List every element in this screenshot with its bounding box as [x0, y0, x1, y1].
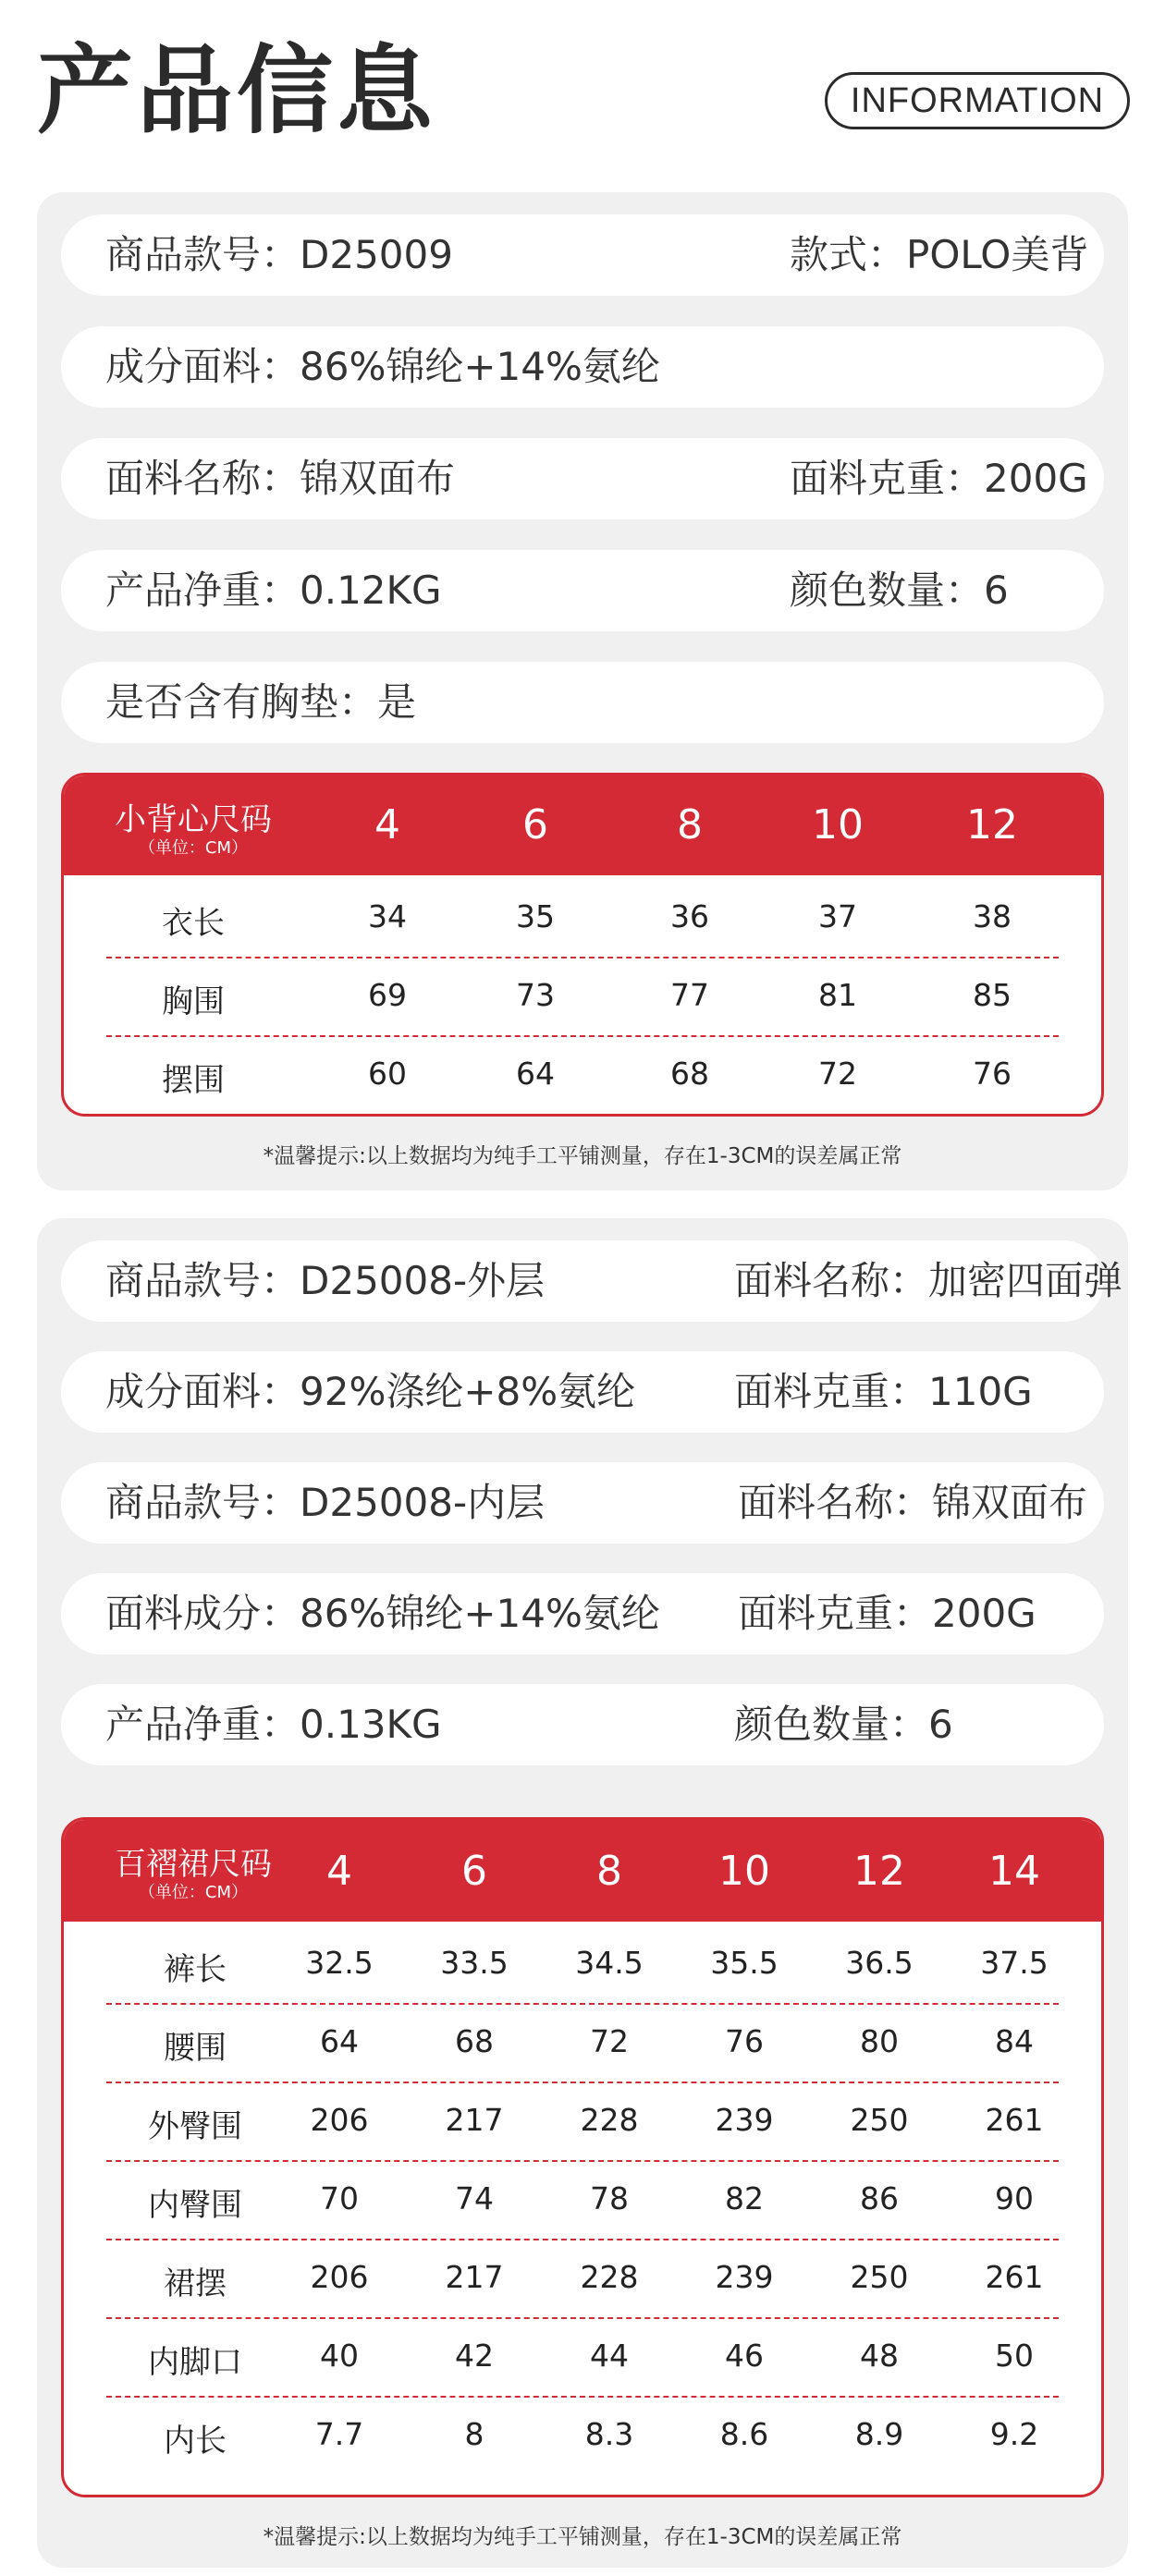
size-table-unit: （单位：CM） [138, 1883, 249, 1902]
size-table-title: 小背心尺码 [115, 801, 272, 838]
size-table-unit: （单位：CM） [138, 838, 249, 858]
size-header: 4 [326, 1848, 352, 1895]
info-row [61, 214, 1104, 296]
table-cell: 44 [590, 2338, 629, 2374]
table-cell: 77 [670, 977, 709, 1013]
table-cell: 76 [973, 1056, 1012, 1092]
row-divider [106, 2317, 1059, 2319]
page-title: 产品信息 [37, 34, 437, 147]
row-label: 外臀围 [148, 2108, 242, 2145]
info-row [61, 438, 1104, 519]
table-cell: 35.5 [710, 1945, 779, 1981]
table-cell: 250 [850, 2259, 909, 2295]
chest-pad: 是否含有胸垫：是 [105, 679, 417, 725]
color-count: 颜色数量：6 [734, 1702, 953, 1747]
fabric-weight: 面料克重：200G [790, 456, 1088, 501]
table-cell: 217 [445, 2102, 504, 2138]
table-cell: 34.5 [575, 1945, 644, 1981]
table-cell: 32.5 [305, 1945, 374, 1981]
row-label: 腰围 [164, 2030, 227, 2067]
information-badge: INFORMATION [825, 72, 1130, 129]
info-row [61, 326, 1104, 408]
table-cell: 85 [973, 977, 1012, 1013]
style-number-outer: 商品款号：D25008-外层 [105, 1258, 546, 1303]
fabric-weight-outer: 面料克重：110G [734, 1369, 1033, 1414]
table-cell: 76 [725, 2023, 764, 2059]
table-cell: 82 [725, 2180, 764, 2216]
table-cell: 36.5 [845, 1945, 914, 1981]
fabric-name-outer: 面料名称：加密四面弹 [734, 1258, 1123, 1303]
row-divider [106, 2082, 1059, 2083]
table-cell: 37 [818, 898, 857, 934]
table-cell: 34 [368, 898, 407, 934]
table-cell: 60 [368, 1056, 407, 1092]
net-weight: 产品净重：0.13KG [105, 1702, 442, 1747]
table-cell: 35 [516, 898, 555, 934]
size-header: 8 [677, 801, 703, 848]
info-row [61, 1462, 1104, 1544]
info-row [61, 1240, 1123, 1322]
table-cell: 69 [368, 977, 407, 1013]
size-table-header [64, 775, 1101, 875]
row-label: 裤长 [164, 1951, 227, 1988]
table-cell: 78 [590, 2180, 629, 2216]
table-cell: 38 [973, 898, 1012, 934]
table-cell: 72 [818, 1056, 857, 1092]
table-cell: 9.2 [989, 2416, 1039, 2452]
table-cell: 73 [516, 977, 555, 1013]
table-cell: 50 [995, 2338, 1034, 2374]
info-row [61, 1573, 1104, 1654]
row-divider [106, 2160, 1059, 2162]
size-header: 10 [718, 1848, 770, 1895]
info-row [61, 550, 1104, 631]
table-cell: 228 [580, 2259, 639, 2295]
color-count: 颜色数量：6 [790, 568, 1009, 613]
row-label: 内脚口 [148, 2344, 242, 2381]
table-cell: 217 [445, 2259, 504, 2295]
row-label: 衣长 [162, 905, 225, 942]
fabric-name: 面料名称：锦双面布 [105, 456, 456, 501]
table-cell: 74 [455, 2180, 494, 2216]
table-cell: 239 [715, 2259, 774, 2295]
table-cell: 84 [995, 2023, 1034, 2059]
table-cell: 206 [310, 2102, 369, 2138]
row-divider [106, 957, 1059, 958]
size-table-header [64, 1820, 1101, 1922]
table-cell: 86 [860, 2180, 899, 2216]
fabric-weight-inner: 面料克重：200G [738, 1591, 1036, 1636]
table-cell: 40 [320, 2338, 359, 2374]
fabric-composition-outer: 成分面料：92%涤纶+8%氨纶 [105, 1369, 636, 1414]
table-cell: 261 [985, 2259, 1044, 2295]
fabric-composition: 成分面料：86%锦纶+14%氨纶 [105, 344, 660, 389]
size-header: 12 [966, 801, 1018, 848]
measurement-tip: *温馨提示:以上数据均为纯手工平铺测量，存在1-3CM的误差属正常 [263, 1144, 902, 1168]
fabric-name-inner: 面料名称：锦双面布 [738, 1480, 1088, 1525]
table-cell: 46 [725, 2338, 764, 2374]
measurement-tip: *温馨提示:以上数据均为纯手工平铺测量，存在1-3CM的误差属正常 [263, 2525, 902, 2549]
row-divider [106, 2396, 1059, 2398]
row-label: 内臀围 [148, 2187, 242, 2224]
product-info-card-top [37, 192, 1128, 1190]
skirt-size-table [61, 1817, 1104, 2497]
table-cell: 8 [464, 2416, 484, 2452]
table-cell: 8.9 [854, 2416, 904, 2452]
table-cell: 37.5 [980, 1945, 1048, 1981]
row-label: 内长 [164, 2423, 227, 2460]
row-label: 摆围 [162, 1062, 225, 1099]
table-cell: 33.5 [440, 1945, 509, 1981]
table-cell: 239 [715, 2102, 774, 2138]
style-number-inner: 商品款号：D25008-内层 [105, 1480, 546, 1525]
fabric-composition-inner: 面料成分：86%锦纶+14%氨纶 [105, 1591, 660, 1636]
size-header: 14 [988, 1848, 1040, 1895]
table-cell: 261 [985, 2102, 1044, 2138]
table-cell: 68 [455, 2023, 494, 2059]
table-cell: 250 [850, 2102, 909, 2138]
table-cell: 80 [860, 2023, 899, 2059]
table-cell: 68 [670, 1056, 709, 1092]
size-header: 12 [853, 1848, 905, 1895]
table-cell: 64 [320, 2023, 359, 2059]
info-row [61, 1684, 1104, 1765]
table-cell: 90 [995, 2180, 1034, 2216]
table-cell: 206 [310, 2259, 369, 2295]
table-cell: 8.6 [719, 2416, 769, 2452]
table-cell: 64 [516, 1056, 555, 1092]
product-info-card-bottom [37, 1218, 1128, 2568]
table-cell: 72 [590, 2023, 629, 2059]
size-table-title: 百褶裙尺码 [115, 1846, 272, 1883]
vest-size-table [61, 773, 1104, 1117]
size-header: 6 [522, 801, 548, 848]
table-cell: 36 [670, 898, 709, 934]
table-cell: 42 [455, 2338, 494, 2374]
info-row [61, 662, 1104, 743]
info-row [61, 1351, 1104, 1433]
table-cell: 8.3 [584, 2416, 634, 2452]
table-cell: 228 [580, 2102, 639, 2138]
size-header: 6 [461, 1848, 487, 1895]
row-divider [106, 2239, 1059, 2240]
style-number: 商品款号：D25009 [105, 232, 453, 277]
row-label: 胸围 [162, 983, 225, 1020]
row-divider [106, 2003, 1059, 2005]
size-header: 8 [596, 1848, 622, 1895]
size-header: 10 [812, 801, 864, 848]
table-cell: 70 [320, 2180, 359, 2216]
table-cell: 7.7 [314, 2416, 364, 2452]
row-label: 裙摆 [164, 2265, 227, 2302]
table-cell: 48 [860, 2338, 899, 2374]
net-weight: 产品净重：0.12KG [105, 568, 442, 613]
style-type: 款式：POLO美背 [790, 232, 1089, 277]
table-cell: 81 [818, 977, 857, 1013]
size-header: 4 [374, 801, 400, 848]
row-divider [106, 1035, 1059, 1037]
